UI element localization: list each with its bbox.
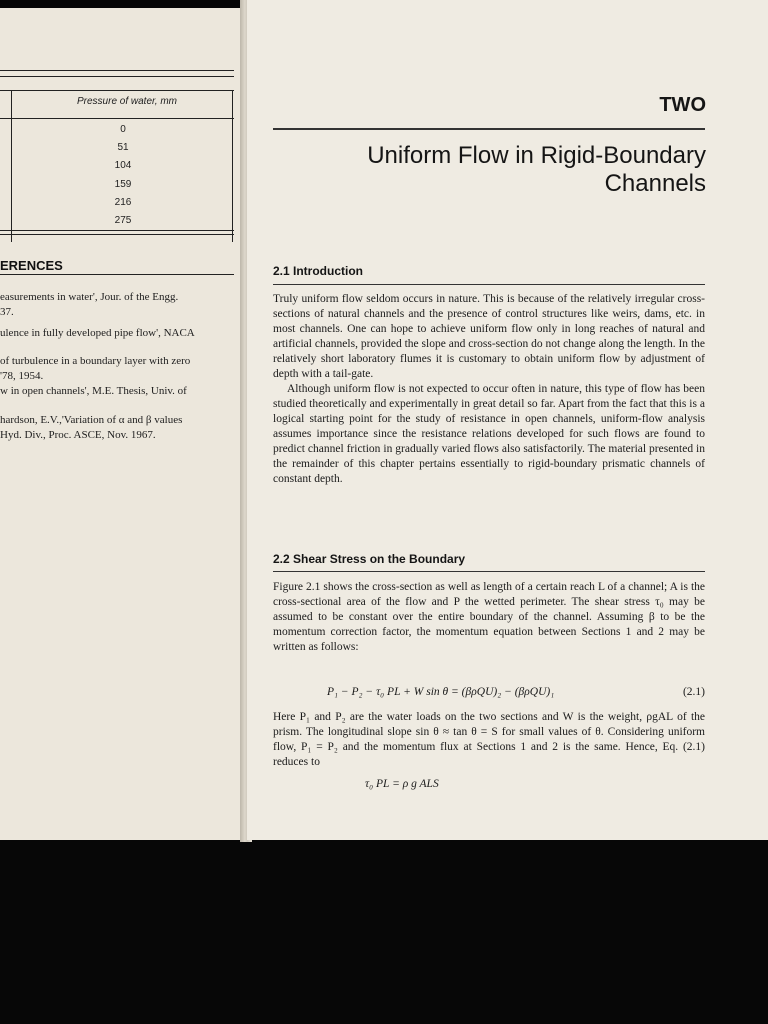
table-cell: 216 [114, 197, 132, 208]
paragraph: Here P₁ and P₂ are the water loads on the two sections and W is the weight, ρgAL of the prism. The longitudinal slope sin θ ≈ tan θ = S for small values of θ. Considering uniform flow, P₁ = P₂ and the momentum flux at Sections 1 and 2 is the same. Hence, Eq. (2.1) reduces to [273, 711, 705, 768]
table-bottom-rule-2 [0, 234, 234, 235]
paragraph: Truly uniform flow seldom occurs in nature. This is because of the relatively irregular cross-sections of natural channels and the presence of control structures like weirs, dams, etc. in most channels. One can hope to achieve uniform flow only in long reaches of natural and artificial channels, provided the slope and cross-section do not change along the length. In the relatively short laboratory flumes it is customary to obtain uniform flow by adjustment of depth with a tail-gate. [273, 293, 705, 380]
table-header-top-rule [0, 90, 234, 91]
table-header-bottom-rule [0, 118, 234, 119]
table-cell: 275 [114, 215, 132, 226]
references-rule [0, 274, 234, 275]
right-page [247, 0, 768, 840]
table-top-rule [0, 70, 234, 71]
references-heading: ERENCES [0, 258, 63, 273]
equation-reduced: τ₀ PL = ρ g ALS [365, 778, 439, 790]
table-bottom-rule [0, 230, 234, 231]
table-cell: 51 [117, 142, 129, 153]
section-rule [273, 571, 705, 572]
equation-text: P₁ − P₂ − τ₀ PL + W sin θ = (βρQU)₂ − (βρQU)₁ [327, 686, 555, 698]
table-cell: 159 [114, 179, 132, 190]
reference-line: '78, 1954. [0, 370, 44, 382]
table-cell: 0 [120, 124, 126, 135]
equation-number: (2.1) [682, 686, 705, 698]
reference-line: w in open channels', M.E. Thesis, Univ. of [0, 385, 187, 397]
section-heading-shear-stress: 2.2 Shear Stress on the Boundary [273, 552, 466, 566]
table-top-rule-2 [0, 76, 234, 77]
background-dark-band [0, 840, 768, 1024]
left-page [0, 8, 244, 840]
table-right-border [232, 90, 233, 242]
reference-line: easurements in water', Jour. of the Engg. [0, 291, 179, 303]
reference-line: Hyd. Div., Proc. ASCE, Nov. 1967. [0, 429, 156, 441]
reference-line: ulence in fully developed pipe flow', NACA [0, 327, 195, 339]
chapter-rule [273, 128, 705, 130]
table-cell: 104 [114, 160, 132, 171]
reference-line: hardson, E.V.,'Variation of α and β values [0, 414, 183, 426]
chapter-number: TWO [659, 94, 706, 116]
section-rule [273, 284, 705, 285]
reference-line: 37. [0, 306, 14, 318]
chapter-title: Uniform Flow in Rigid-Boundary Channels [367, 142, 706, 197]
section-heading-introduction: 2.1 Introduction [273, 264, 363, 278]
table-column-header: Pressure of water, mm [76, 96, 178, 107]
reference-line: of turbulence in a boundary layer with zero [0, 355, 191, 367]
paragraph: Although uniform flow is not expected to occur often in nature, this type of flow has been studied theoretically and experimentally in great detail so far. Apart from the fact that this is a logical starting point for the study of resistance in open channels, uniform-flow analysis assumes importance since the resistance relations developed for such flows are found to predict channel friction in gradually varied flows also satisfactorily. The material presented in the remainder of this chapter pertains essentially to rigid-boundary prismatic channels of constant depth. [273, 383, 705, 485]
paragraph: Figure 2.1 shows the cross-section as well as length of a certain reach L of a channel; A is the cross-sectional area of the flow and P the wetted perimeter. The shear stress τ₀ may be assumed to be constant over the entire boundary of the channel. Assuming β to be the momentum correction factor, the momentum equation between Sections 1 and 2 may be written as follows: [273, 581, 705, 653]
table-left-border [11, 90, 12, 242]
section-body [273, 292, 705, 487]
